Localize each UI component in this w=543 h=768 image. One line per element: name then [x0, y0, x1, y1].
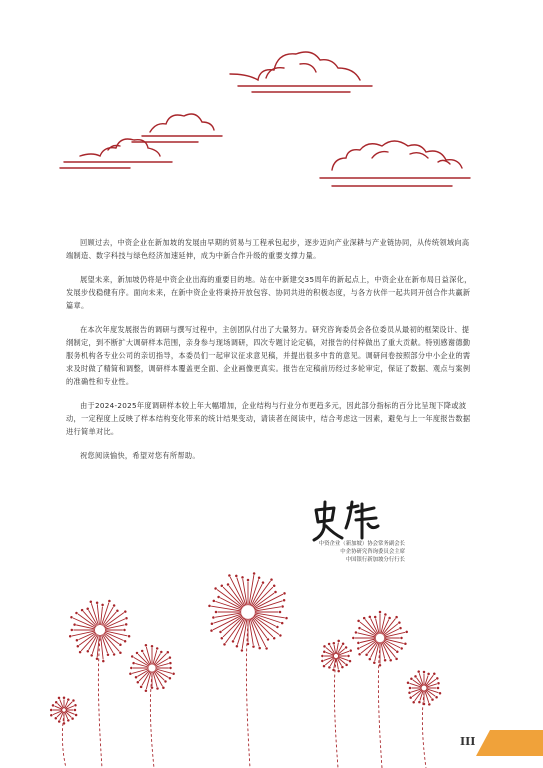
paragraph-2: 展望未来，新加坡仍将是中资企业出海的重要目的地。站在中新建交35周年的新起点上，中资企业在新布局日益深化，发展步伐稳健有序。面向未来，在新中资企业将秉持开放包容、协同共进的积极态度，与各方伙伴一起共同开创合作共赢新篇章。: [66, 275, 472, 310]
paragraph-1: 回顾过去，中资企业在新加坡的发展由早期的贸易与工程承包起步，逐步迈向产业深耕与产业链协同，从传统领域向高端制造、数字科技与绿色经济加速延伸，成为中新合作升级的重要支撑力量。: [66, 238, 470, 260]
paragraph-3: 在本次年度发展报告的调研与撰写过程中，主创团队付出了大量努力。研究咨询委员会各位委员从最初的框架设计、提纲制定，到不断扩大调研样本范围，亲身参与现场调研，四次专题讨论定稿，对报告的付梓做出了重大贡献。特别感谢德勤服务机构各专业公司的亲切指导，本委员们一起审议征求意见稿，并提出很多中肯的意见。调研问卷按照部分中小企业的需求及时做了精简和调整，调研样本覆盖更全面、企业画像更真实。报告在定稿前历经过多轮审定，保证了数据、观点与案例的准确性和专业性。: [66, 325, 471, 386]
handwritten-signature: [312, 498, 382, 542]
letter-body: [66, 236, 476, 473]
signer-title-3: 中国银行新加坡分行行长: [345, 557, 405, 563]
signer-title-2: 中企协研究咨询委员会主席: [340, 549, 405, 555]
paragraph-5: 祝您阅读愉快，希望对您有所帮助。: [80, 451, 200, 460]
cloud-illustration: [0, 0, 543, 230]
page-tab: [476, 730, 543, 756]
signer-title-1: 中资企业（新加坡）协会常务副会长: [318, 541, 405, 547]
paragraph-4: 由于2024-2025年度调研样本较上年大幅增加，企业结构与行业分布更趋多元，因此部分指标的百分比呈现下降或波动，一定程度上反映了样本结构变化带来的统计结果变动，请读者在阅读中，结合考虑这一因素，避免与上一年度报告数据进行简单对比。: [66, 401, 471, 436]
page-number: III: [460, 735, 476, 748]
